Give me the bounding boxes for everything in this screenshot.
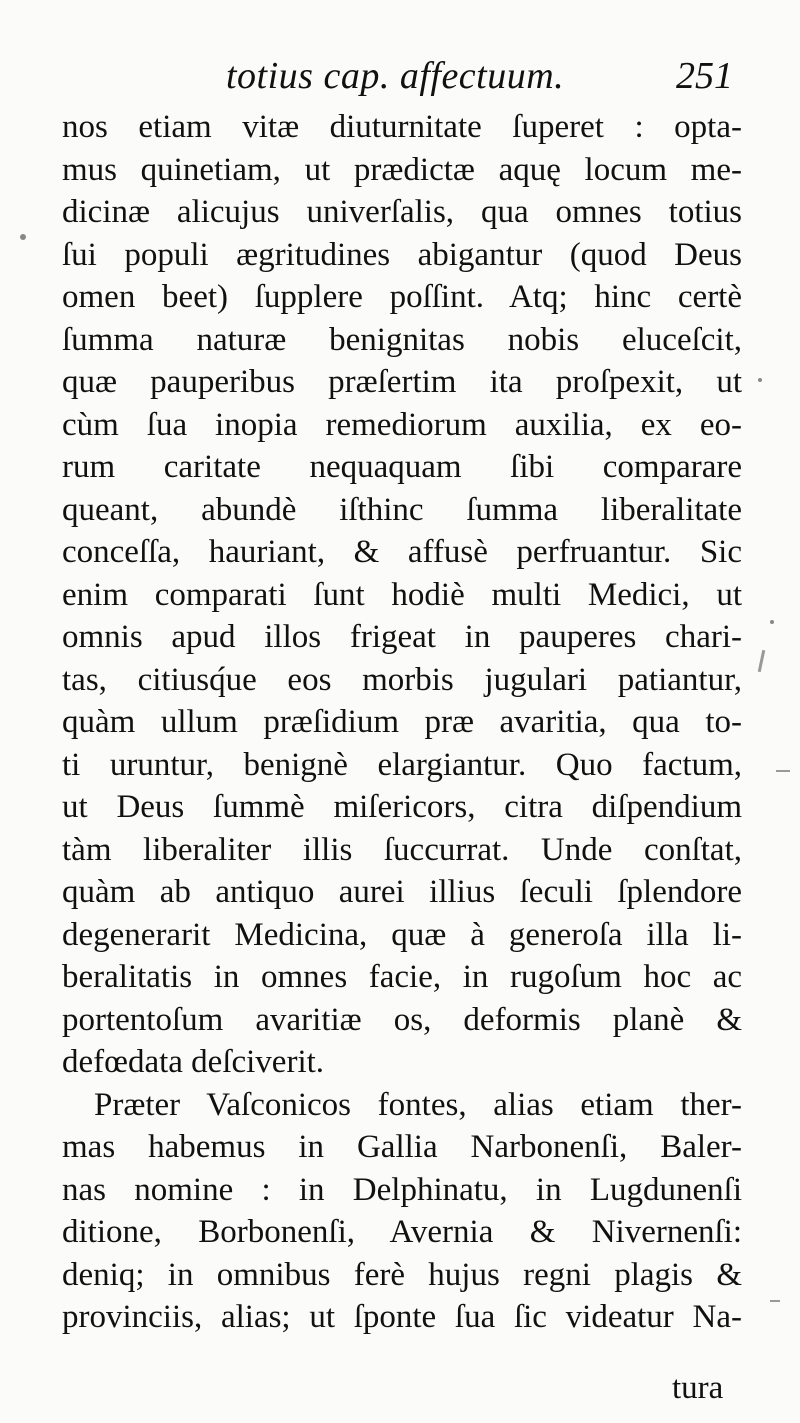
text-line: ut Deus ſummè miſericors, citra diſpendium bbox=[62, 789, 742, 825]
text-line: deniq; in omnibus ferè hujus regni plagis & bbox=[62, 1256, 742, 1293]
page-edge-mark bbox=[770, 1300, 780, 1302]
text-line: quàm ab antiquo aurei illius ſeculi ſplendore bbox=[62, 874, 742, 910]
text-line: omen beet) ſupplere poſſint. Atq; hinc certè bbox=[62, 279, 742, 315]
ink-speck bbox=[20, 234, 26, 240]
page-edge-mark bbox=[776, 770, 790, 772]
text-line-paragraph-start: Præter Vaſconicos fontes, alias etiam ther- bbox=[94, 1086, 742, 1123]
ink-speck bbox=[758, 378, 762, 382]
text-line: cùm ſua inopia remediorum auxilia, ex eo- bbox=[62, 406, 742, 443]
text-line: quàm ullum præſidium præ avaritia, qua to- bbox=[62, 704, 742, 740]
ink-speck bbox=[770, 620, 774, 624]
text-line: ſui populi ægritudines abigantur (quod Deus bbox=[62, 236, 742, 273]
text-line: omnis apud illos frigeat in pauperes chari- bbox=[62, 619, 742, 655]
text-line: portentoſum avaritiæ os, deformis planè & bbox=[62, 1001, 742, 1038]
text-line: ti uruntur, benignè elargiantur. Quo factum, bbox=[62, 746, 742, 783]
text-line: dicinæ alicujus univerſalis, qua omnes totius bbox=[62, 194, 742, 230]
text-line: nas nomine : in Delphinatu, in Lugdunenſi bbox=[62, 1171, 742, 1208]
text-line: nos etiam vitæ diuturnitate ſuperet : opta- bbox=[62, 109, 742, 145]
text-line: enim comparati ſunt hodiè multi Medici, ut bbox=[62, 576, 742, 613]
text-line: degenerarit Medicina, quæ à generoſa illa li- bbox=[62, 916, 742, 953]
text-line: tàm liberaliter illis ſuccurrat. Unde conſtat, bbox=[62, 831, 742, 868]
text-line: ſumma naturæ benignitas nobis eluceſcit, bbox=[62, 321, 742, 358]
body-text bbox=[62, 106, 742, 1339]
text-line-paragraph-end: defœdata deſciverit. bbox=[62, 1044, 325, 1080]
text-line: provinciis, alias; ut ſponte ſua ſic videatur Na- bbox=[62, 1299, 742, 1335]
text-line: rum caritate nequaquam ſibi comparare bbox=[62, 449, 742, 485]
page-edge-mark bbox=[758, 650, 766, 672]
text-line: tas, citiusq́ue eos morbis jugulari patiantur, bbox=[62, 661, 742, 698]
text-line: ditione, Borbonenſi, Avernia & Nivernenſi: bbox=[62, 1214, 742, 1250]
text-line: mus quinetiam, ut prædictæ aquę locum me- bbox=[62, 151, 742, 188]
text-line: beralitatis in omnes facie, in rugoſum hoc ac bbox=[62, 959, 742, 995]
text-line: quæ pauperibus præſertim ita proſpexit, ut bbox=[62, 364, 742, 400]
text-line: queant, abundè iſthinc ſumma liberalitate bbox=[62, 491, 742, 528]
catchword: tura bbox=[672, 1370, 724, 1406]
text-line: conceſſa, hauriant, & affusè perfruantur. Sic bbox=[62, 534, 742, 570]
page-header bbox=[0, 50, 800, 100]
running-head: totius cap. affectuum. bbox=[226, 55, 565, 97]
text-line: mas habemus in Gallia Narbonenſi, Baler- bbox=[62, 1129, 742, 1165]
page-number: 251 bbox=[676, 55, 733, 97]
